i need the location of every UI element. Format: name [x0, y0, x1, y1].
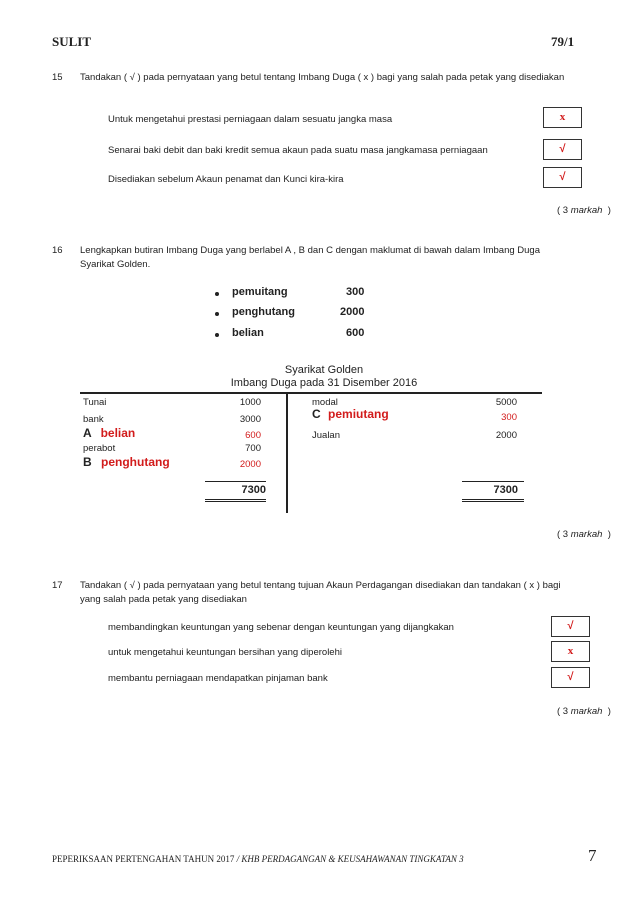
left-total-rule-top: [205, 481, 266, 482]
left-total-rule-1: [205, 499, 266, 500]
q16-intro-line2: Syarikat Golden.: [80, 259, 151, 270]
info-list-item-3: belian 600: [215, 327, 375, 343]
tb-answer-b-value: 2000: [239, 459, 261, 470]
tb-left-label-4: perabot: [83, 443, 116, 454]
q15-item-2: Senarai baki debit dan baki kredit semua akaun pada suatu masa jangkamasa perniagaan: [108, 145, 488, 156]
q15-markah: ( 3 markah ): [557, 205, 611, 216]
trial-balance-title: Imbang Duga pada 31 Disember 2016: [230, 377, 418, 389]
page-number: 7: [588, 846, 597, 865]
tb-answer-b-label: penghutang: [101, 455, 170, 469]
header-right: 79/1: [551, 34, 575, 49]
q15-item-3: Disediakan sebelum Akaun penamat dan Kunci kira-kira: [108, 174, 344, 185]
tb-answer-c-label: pemiutang: [328, 407, 389, 421]
right-total-rule-1: [462, 499, 524, 500]
q17-item-2: untuk mengetahui keuntungan bersihan yang diperolehi: [108, 647, 342, 658]
left-total: 7300: [241, 484, 266, 496]
footer-text: [52, 854, 464, 864]
tb-right-value-3: 2000: [495, 430, 517, 441]
q17-answer-box-1[interactable]: √: [551, 616, 590, 637]
q17-intro-line1: Tandakan ( √ ) pada pernyataan yang betul tentang tujuan Akaun Perdagangan disediakan dan tandakan ( x ) bagi: [80, 580, 561, 591]
right-total: 7300: [493, 484, 518, 496]
tb-tag-a: A: [83, 426, 92, 440]
trial-balance-company: Syarikat Golden: [284, 364, 364, 376]
header-left: SULIT: [52, 34, 92, 49]
right-total-rule-2: [462, 501, 524, 502]
q16-intro-line1: Lengkapkan butiran Imbang Duga yang berlabel A , B dan C dengan maklumat di bawah dalam Imbang Duga: [80, 245, 540, 256]
left-total-rule-2: [205, 501, 266, 502]
tb-left-value-2: 3000: [239, 414, 261, 425]
q17-intro-line2: yang salah pada petak yang disediakan: [80, 594, 247, 605]
q16-markah: ( 3 markah ): [557, 529, 611, 540]
trial-balance-top-rule: [80, 392, 542, 394]
bullet-icon: [215, 312, 219, 316]
tb-right-label-3: Jualan: [312, 430, 340, 441]
q17-number: 17: [52, 580, 63, 591]
q15-answer-box-1[interactable]: x: [543, 107, 582, 128]
q15-item-1: Untuk mengetahui prestasi perniagaan dalam sesuatu jangka masa: [108, 114, 393, 125]
footer-exam: PEPERIKSAAN PERTENGAHAN TAHUN 2017: [52, 854, 235, 864]
tb-right-label-1: modal: [312, 397, 338, 408]
q15-answer-box-2[interactable]: √: [543, 139, 582, 160]
q17-item-1: membandingkan keuntungan yang sebenar dengan keuntungan yang dijangkakan: [108, 622, 454, 633]
tb-left-label-2: bank: [83, 414, 104, 425]
tb-right-value-1: 5000: [495, 397, 517, 408]
tb-answer-b: [83, 455, 170, 469]
q17-answer-box-3[interactable]: √: [551, 667, 590, 688]
tb-answer-c-value: 300: [501, 412, 517, 423]
footer-subject: / KHB PERDAGANGAN & KEUSAHAWANAN TINGKATAN 3: [236, 854, 464, 864]
q15-intro: Tandakan ( √ ) pada pernyataan yang betul tentang Imbang Duga ( x ) bagi yang salah pada petak yang disediakan: [80, 72, 565, 83]
q15-answer-box-3[interactable]: √: [543, 167, 582, 188]
tb-tag-c: C: [312, 407, 321, 421]
bullet-icon: [215, 333, 219, 337]
trial-balance-divider: [286, 393, 288, 513]
right-total-rule-top: [462, 481, 524, 482]
q16-number: 16: [52, 245, 63, 256]
info-list-item-1: pemuitang 300: [215, 286, 375, 302]
q17-answer-box-2[interactable]: x: [551, 641, 590, 662]
tb-left-value-1: 1000: [239, 397, 261, 408]
tb-answer-c: [312, 407, 389, 421]
q15-number: 15: [52, 72, 63, 83]
q17-item-3: membantu perniagaan mendapatkan pinjaman bank: [108, 673, 328, 684]
info-list-item-2: penghutang 2000: [215, 306, 375, 322]
tb-tag-b: B: [83, 455, 92, 469]
q17-markah: ( 3 markah ): [557, 706, 611, 717]
bullet-icon: [215, 292, 219, 296]
tb-left-label-1: Tunai: [83, 397, 107, 408]
tb-answer-a-label: belian: [100, 426, 136, 440]
tb-answer-a-value: 600: [245, 430, 261, 441]
tb-left-value-4: 700: [245, 443, 261, 454]
tb-answer-a: [83, 426, 135, 440]
